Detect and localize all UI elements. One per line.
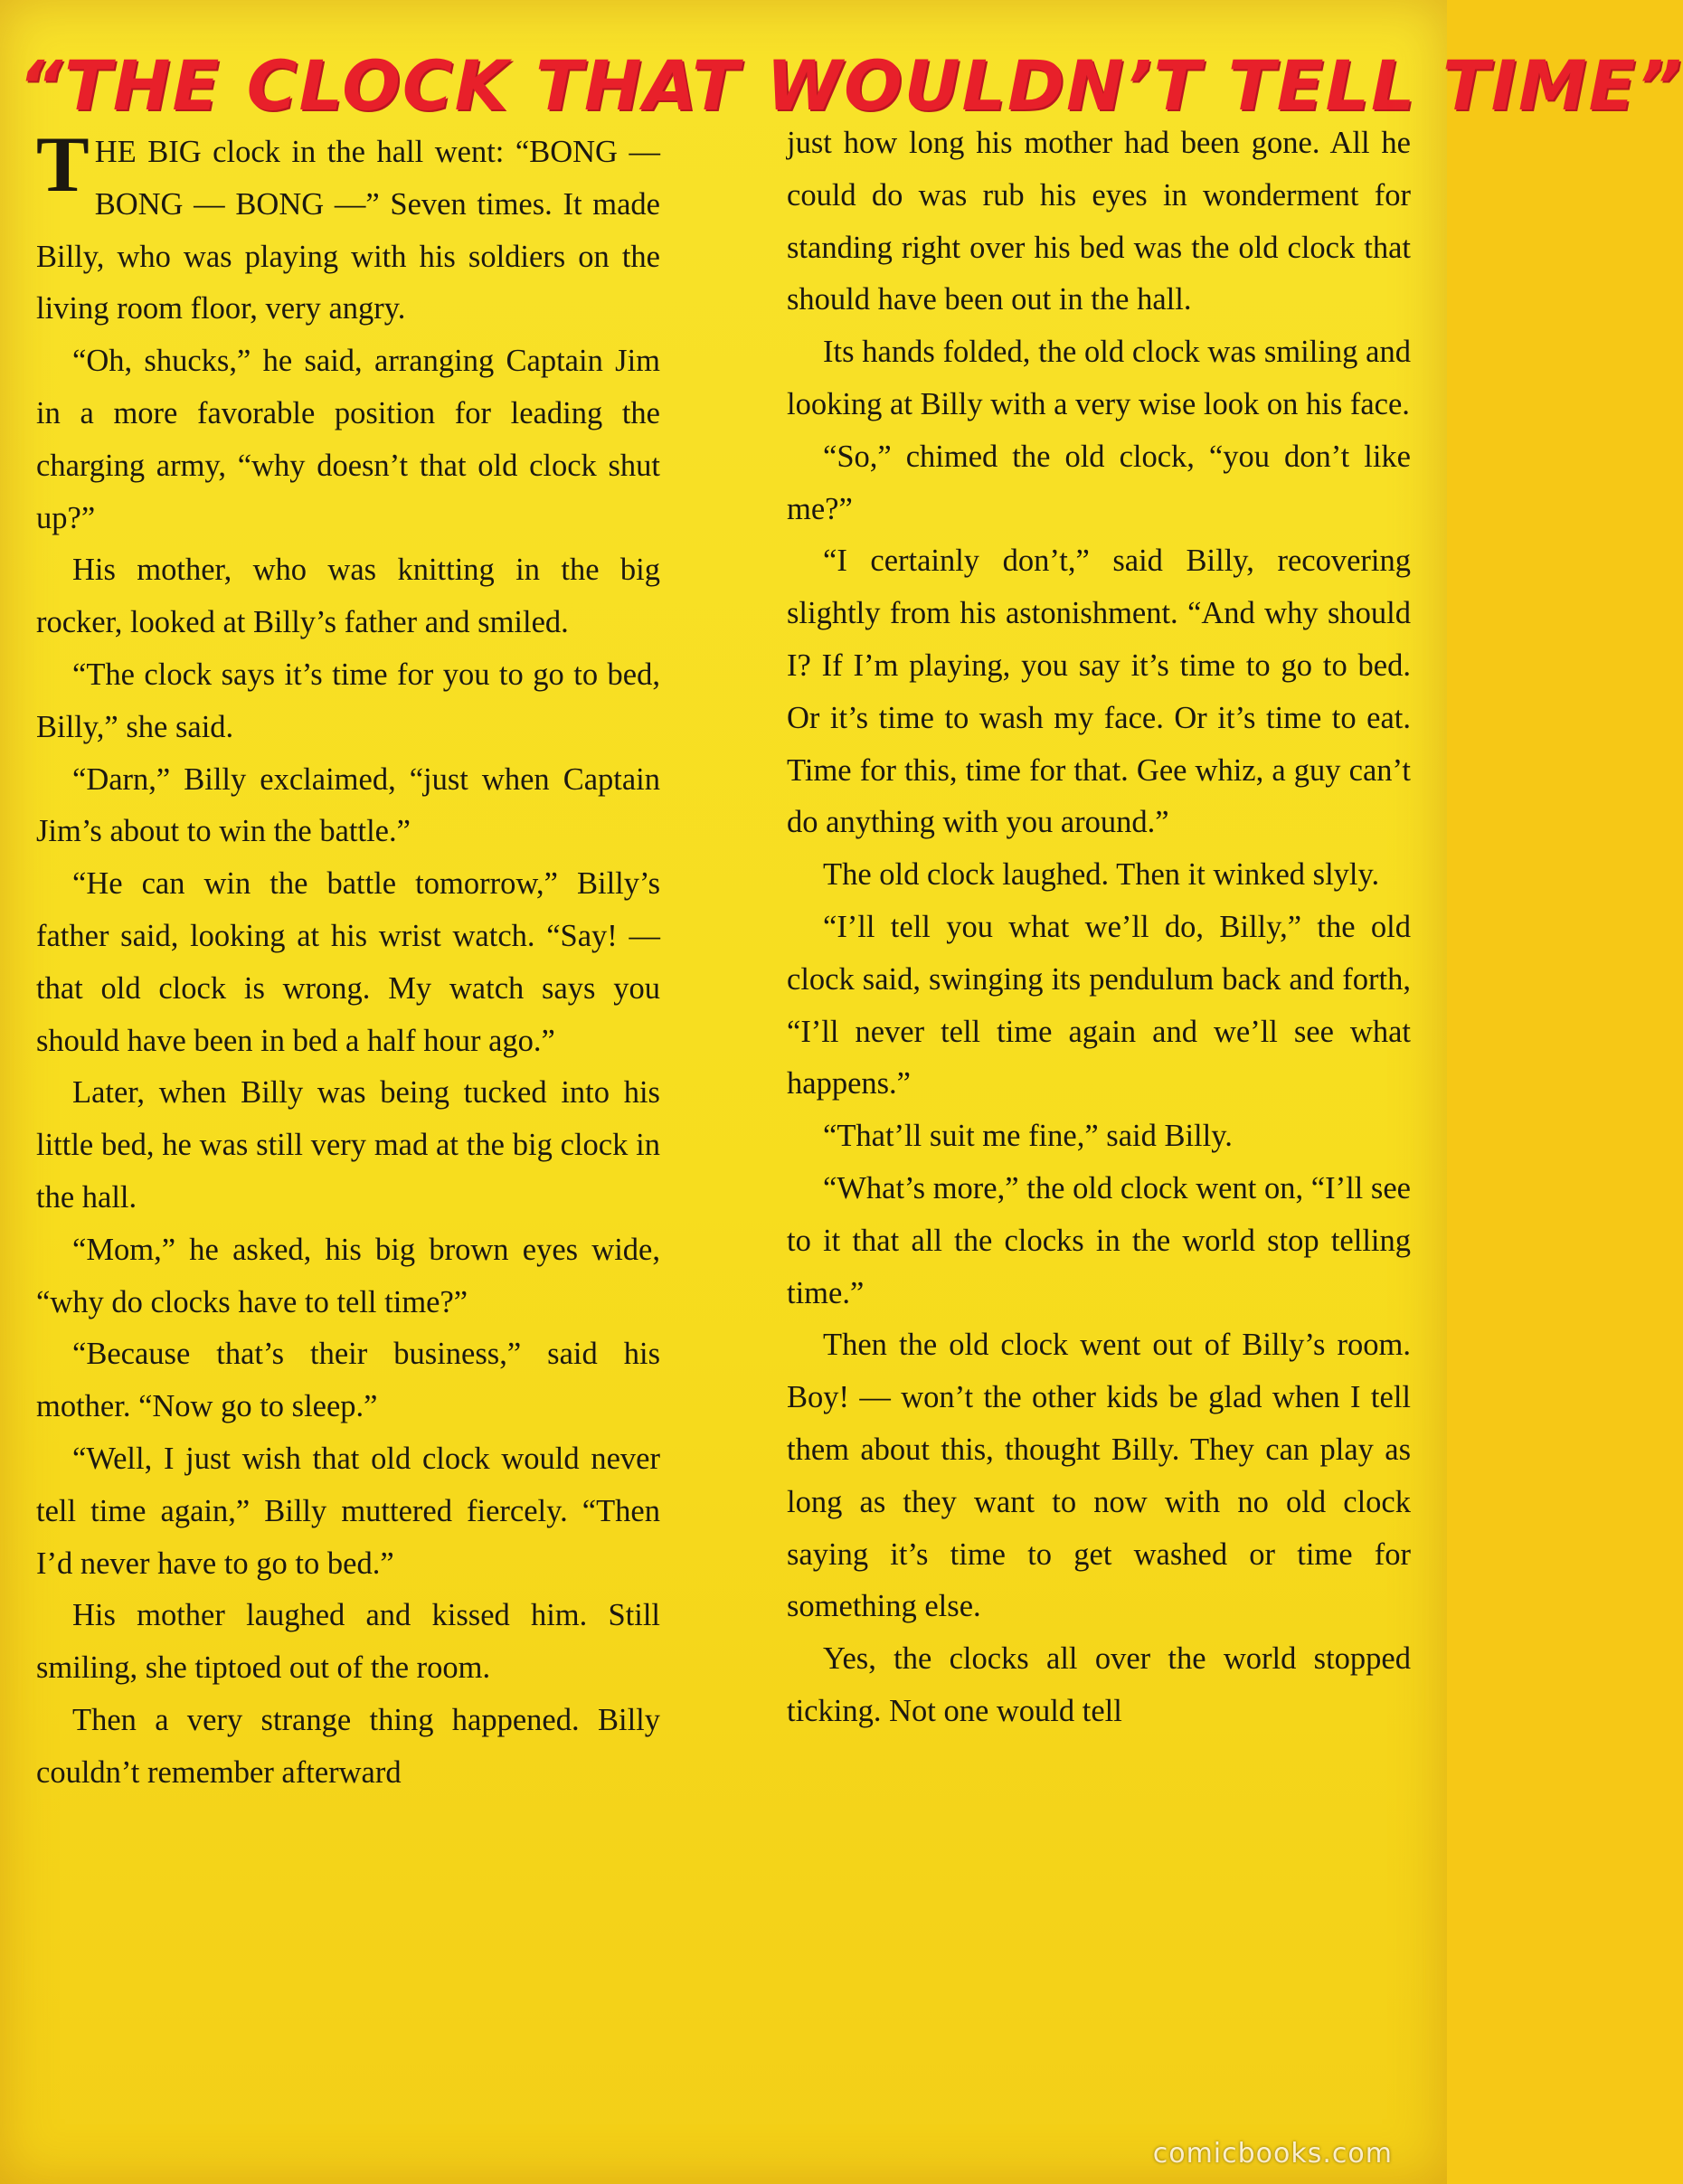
paragraph: “The clock says it’s time for you to go to bed, Billy,” she said. — [36, 657, 660, 744]
paragraph: “Because that’s their business,” said his mother. “Now go to sleep.” — [36, 1337, 660, 1424]
left-column — [36, 121, 660, 2116]
paragraph: Then the old clock went out of Billy’s room. Boy! — won’t the other kids be glad when I tell them about this, thought Billy. They can play as long as they want to now with no old clock saying it’s time to get washed or time for something else. — [787, 1328, 1411, 1624]
site-watermark: comicbooks.com — [1152, 2138, 1393, 2170]
paragraph: Its hands folded, the old clock was smiling and looking at Billy with a very wise look on his face. — [787, 335, 1411, 421]
story-title: “THE CLOCK THAT WOULDN’T TELL TIME” — [18, 45, 1683, 126]
paragraph: “He can win the battle tomorrow,” Billy’s father said, looking at his wrist watch. “Say! — that old clock is wrong. My watch says you should have been in bed a half hour ago.” — [36, 866, 660, 1058]
paragraph: “Oh, shucks,” he said, arranging Captain Jim in a more favorable position for leading the charging army, “why doesn’t that old clock shut up?” — [36, 344, 660, 535]
paragraph: His mother, who was knitting in the big rocker, looked at Billy’s father and smiled. — [36, 553, 660, 640]
paragraph — [36, 121, 660, 336]
paragraph: “What’s more,” the old clock went on, “I’ll see to it that all the clocks in the world stop telling time.” — [787, 1170, 1411, 1310]
paragraph: “So,” chimed the old clock, “you don’t like me?” — [787, 439, 1411, 526]
paragraph: “I’ll tell you what we’ll do, Billy,” the old clock said, swinging its pendulum back and forth, “I’ll never tell time again and we’ll see what happens.” — [787, 909, 1411, 1101]
paragraph-continued: just how long his mother had been gone. All he could do was rub his eyes in wonderment for standing right over his bed was the old clock that should have been out in the hall. — [787, 126, 1411, 317]
paragraph: “That’ll suit me fine,” said Billy. — [823, 1119, 1233, 1154]
paragraph: Later, when Billy was being tucked into his little bed, he was still very mad at the big clock in the hall. — [36, 1075, 660, 1215]
paragraph: Then a very strange thing happened. Billy couldn’t remember afterward — [36, 1702, 660, 1790]
paragraph: Yes, the clocks all over the world stopped ticking. Not one would tell — [787, 1641, 1411, 1728]
paragraph: “I certainly don’t,” said Billy, recovering slightly from his astonishment. “And why should I? If I’m playing, you say it’s time to go to bed. Or it’s time to wash my face. Or it’s time to eat. Time for this, time for that. Gee whiz, a guy can’t do anything with you around.” — [787, 544, 1411, 840]
paragraph: His mother laughed and kissed him. Still smiling, she tiptoed out of the room. — [36, 1598, 660, 1686]
paragraph: The old clock laughed. Then it winked slyly. — [823, 857, 1380, 893]
paragraph: “Darn,” Billy exclaimed, “just when Captain Jim’s about to win the battle.” — [36, 761, 660, 849]
paragraph: “Well, I just wish that old clock would never tell time again,” Billy muttered fiercely. “Then I’d never have to go to bed.” — [36, 1441, 660, 1581]
right-column — [787, 118, 1411, 2107]
drop-cap: T — [36, 121, 90, 209]
paragraph-text: HE BIG clock in the hall went: “BONG — BONG — BONG —” Seven times. It made Billy, who was playing with his soldiers on the living room floor, very angry. — [36, 135, 660, 326]
paragraph: “Mom,” he asked, his big brown eyes wide, “why do clocks have to tell time?” — [36, 1232, 660, 1319]
